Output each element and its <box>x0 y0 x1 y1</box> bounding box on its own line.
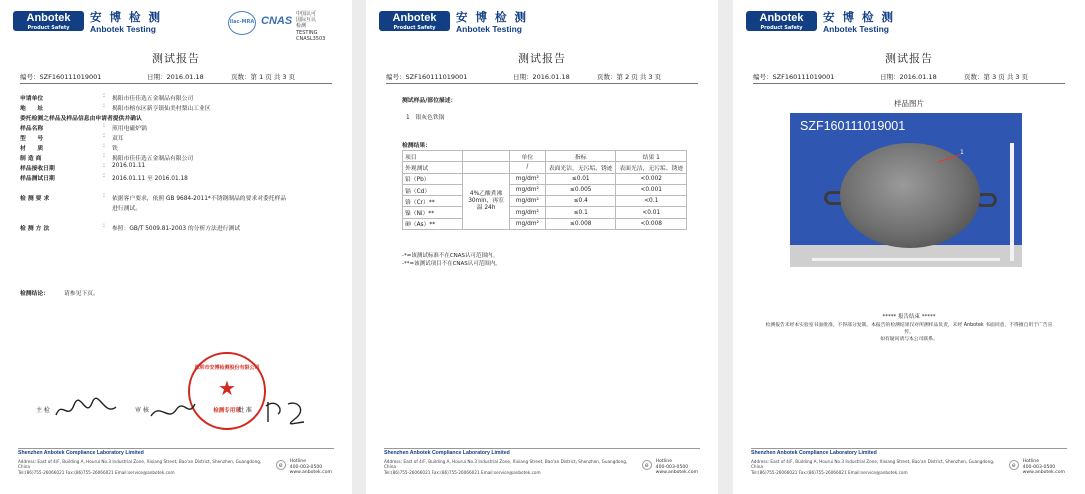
signer-approver: 批 准 <box>238 407 252 414</box>
page-footer: Shenzhen Anbotek Compliance Laboratory Limited Address: East of 4/F, Building A, Hourui No.3 Industrial Zone, Xixiang Street, Bao'an District, Shenzhen, Guangdong, China Tel:(86)755-26066021 Fax:(86)755-26066021 Email:service@anbotek.com <box>18 450 262 475</box>
official-seal: 深圳市安博检测股份有限公司 ★ 检测专用章 <box>188 352 266 430</box>
page-count: 页数：第 1 页 共 3 页 <box>231 73 296 81</box>
report-page-2 <box>366 0 718 494</box>
page-footer: Shenzhen Anbotek Compliance Laboratory Limited Address: East of 4/F, Building A, Hourui No.3 Industrial Zone, Xixiang Street, Bao'an District, Shenzhen, Guangdong, China Tel:(86)755-26066021 Fax:(86)755-26066021 Email:service@anbotek.com <box>384 450 628 475</box>
sample-description-item: 1 银灰色铁锅 <box>406 115 445 121</box>
report-title: 测试报告 <box>885 52 933 65</box>
page-header <box>366 9 718 37</box>
table-row: 外观测试 / 表面光洁，无污垢、锈迹 表面光洁，无污垢、锈迹 <box>403 162 687 173</box>
approver-signature <box>262 396 312 428</box>
page-count: 页数：第 2 页 共 3 页 <box>597 73 662 81</box>
table-notes: -*=该测试标准不在CNAS认可范围内。 -**=该测试项目不在CNAS认可范围内。 <box>402 253 501 267</box>
cnas-logo: CNAS <box>261 15 293 27</box>
table-row: 镉（Cd） mg/dm² ≤0.005 <0.001 <box>403 184 687 195</box>
anbotek-logo: Anbotek Product Safety <box>746 11 817 31</box>
ilac-mra-logo: ilac-MRA <box>228 11 256 35</box>
cnas-info: 中国认可 国际互认 检测 TESTING CNASL3503 <box>296 11 326 42</box>
table-row: 铬（Cr）** mg/dm² ≤0.4 <0.1 <box>403 196 687 207</box>
table-row: 砷（As）** mg/dm² ≤0.008 <0.008 <box>403 218 687 229</box>
disclaimer: 检测报告未经本实验室书面批准，不得部分复制。本报告的检测结果仅对所测样品负责，未经 Anbotek 书面同意，不得擅自用于广告宣传。 如有疑问请与本公司联系。 <box>765 323 1053 342</box>
table-row: 铅（Pb） 4%乙酸煮沸 30min，再室温 24h mg/dm² ≤0.01 <0.002 <box>403 173 687 184</box>
reviewer-signature <box>148 398 198 426</box>
report-date: 日期：2016.01.18 <box>513 73 570 81</box>
report-number: 编号：SZF160111019001 <box>753 73 835 81</box>
anbotek-logo: Anbotek Product Safety <box>13 11 84 31</box>
report-date: 日期：2016.01.18 <box>880 73 937 81</box>
page-footer: Shenzhen Anbotek Compliance Laboratory Limited Address: East of 4/F, Building A, Hourui No.3 Industrial Zone, Xixiang Street, Bao'an District, Shenzhen, Guangdong, China Tel:(86)755-26066021 Fax:(86)755-26066021 Email:service@anbotek.com <box>751 450 995 475</box>
company-cn-name: 安 博 检 测 <box>456 10 529 24</box>
page-count: 页数：第 3 页 共 3 页 <box>964 73 1029 81</box>
hotline-block: e Hotline 400-003-0500 www.anbotek.com <box>276 459 332 476</box>
photo-title: 样品图片 <box>894 99 924 108</box>
hotline-block: e Hotline 400-003-0500 www.anbotek.com <box>642 459 698 476</box>
report-end: ***** 报告结束 ***** <box>882 314 936 320</box>
results-title: 检测结果： <box>402 143 431 149</box>
company-cn-name: 安 博 检 测 <box>90 10 163 24</box>
signer-reviewer: 审 核 <box>135 407 149 414</box>
report-number: 编号：SZF160111019001 <box>386 73 468 81</box>
report-page-3 <box>733 0 1085 494</box>
page-header <box>0 9 352 42</box>
results-table <box>402 150 687 230</box>
page-header <box>733 9 1085 37</box>
signer-inspector: 主 检 <box>36 407 50 414</box>
wok-image <box>840 143 980 248</box>
sample-marker: 1 <box>960 149 964 156</box>
report-page-1: Anbotek Product Safety 安 博 检 测 Anbotek Testing ilac-MRA CNAS 中国认可 国际互认 检测 TESTING CNASL3503 测试报告 编号：SZF160111019001 日期：2016.01.18 页数：第 1 页 共 3 页 申请单位 : 揭阳市佳佳选五金制品有限公司 地 址 : 揭阳市榕东区新亨镇仙美村梨山工业区 委托检测之样品及样品信息由申请者提供并确认 样品名称 : 煎用电磁炉锅 型 号 : 双耳 材 质 : 铁 制 造 商 : 揭阳市佳佳选五金制品有限公司 样品接收日期 : 2016.01.11 样品测试日期 : 2016.01.11 至 2016.01.18 检 测 要 求 : 依据客户要求，依照 GB 9684-2011*不锈钢制品的要求对委托样品 进行测试。 检 测 方 法 : 参照：GB/T 5009.81-2003 的分析方法进行测试 检测结论： 请参见下页。 深圳市安博检测股份有限公司 ★ 检测专用章 主 检 审 核 批 准 Shenzhen Anbotek Compliance Laboratory Limited Address: East of 4/F, Building A, Hourui No.3 Industrial Zone, Xixiang Street, Bao'an District, Shenzhen, Guangdong, China Tel:(86)755-26066021 Fax:(86)755-26066021 Email:service@anbotek.com e Hotline 400-003-0500 www.anbotek.com <box>0 0 352 494</box>
report-date: 日期：2016.01.18 <box>147 73 204 81</box>
anbotek-logo: Anbotek Product Safety <box>379 11 450 31</box>
company-cn-name: 安 博 检 测 <box>823 10 896 24</box>
sample-description-title: 测试样品/部位描述： <box>402 98 457 104</box>
sample-photo <box>790 113 1022 267</box>
inspector-signature <box>52 395 122 425</box>
table-header-row: 项目 单位 指标 结果 1 <box>403 151 687 162</box>
report-title: 测试报告 <box>518 52 566 65</box>
sample-id-label: SZF160111019001 <box>800 119 906 133</box>
report-title: 测试报告 <box>152 52 200 65</box>
report-number: 编号：SZF160111019001 <box>20 73 102 81</box>
company-en-name: Anbotek Testing <box>823 24 889 34</box>
table-row: 镍（Ni）** mg/dm² ≤0.1 <0.01 <box>403 207 687 218</box>
hotline-block: e Hotline 400-003-0500 www.anbotek.com <box>1009 459 1065 476</box>
company-en-name: Anbotek Testing <box>456 24 522 34</box>
test-condition: 4%乙酸煮沸 30min，再室温 24h <box>463 173 509 229</box>
company-en-name: Anbotek Testing <box>90 24 156 34</box>
